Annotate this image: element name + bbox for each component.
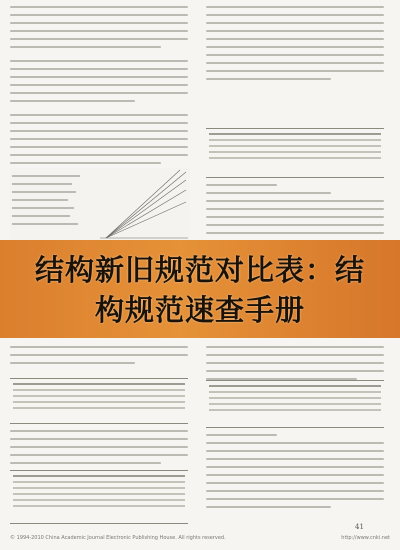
footer-url: http://www.cnki.net	[341, 535, 390, 541]
right-text-column-bottom	[206, 434, 384, 514]
left-text-column-lower-2	[10, 430, 188, 470]
banner-title-line-1: 结构新旧规范对比表：结	[34, 253, 365, 287]
left-table-1	[10, 378, 188, 424]
copyright-text: © 1994-2010 China Academic Journal Electronic Publishing House. All rights reserved.	[10, 535, 226, 541]
left-figure	[10, 168, 190, 240]
left-text-column	[10, 6, 188, 170]
right-table-2	[206, 380, 384, 428]
right-table-1	[206, 128, 384, 178]
left-table-2	[10, 470, 188, 524]
right-text-column-mid	[206, 184, 384, 240]
left-text-column-lower	[10, 346, 188, 370]
page-footer	[10, 535, 390, 545]
right-text-column	[206, 6, 384, 86]
banner-title-line-2: 构规范速查手册	[94, 293, 305, 327]
page-number: 41	[355, 523, 364, 531]
